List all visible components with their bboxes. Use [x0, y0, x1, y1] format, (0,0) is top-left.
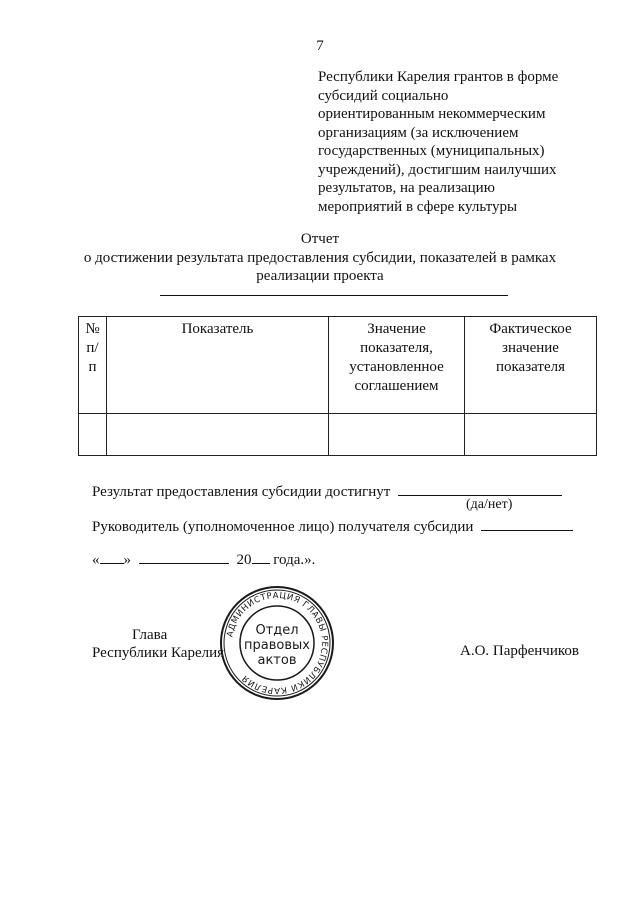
date-line — [92, 549, 315, 569]
header-cell-line: Значение — [367, 321, 426, 337]
header-line: государственных (муниципальных) — [318, 143, 545, 159]
date-open-quote: « — [92, 552, 100, 568]
header-line: Республики Карелия грантов в форме — [318, 69, 559, 85]
header-line: результатов, на реализацию — [318, 180, 495, 196]
header-cell-line: № — [85, 321, 100, 337]
year-blank[interactable] — [252, 549, 270, 564]
header-cell-line: значение — [502, 340, 559, 356]
date-close-quote: » — [123, 552, 131, 568]
header-cell-line: показателя — [495, 359, 566, 375]
report-title-line: реализации проекта — [256, 268, 384, 284]
report-title-line: Отчет — [300, 231, 340, 247]
table-header-row — [79, 317, 597, 414]
signatory-title-line: Глава — [132, 627, 168, 643]
head-label: Руководитель (уполномоченное лицо) получателя субсидии — [92, 519, 474, 535]
date-suffix: года.». — [273, 552, 316, 568]
table-cell[interactable] — [79, 414, 107, 456]
header-line: субсидий социально — [318, 87, 449, 104]
table-row — [79, 414, 597, 456]
stamp-center-line: Отдел — [255, 623, 299, 638]
header-cell-line: показателя, — [360, 340, 433, 356]
head-signature-blank[interactable] — [481, 516, 573, 531]
header-line: мероприятий в сфере культуры — [318, 198, 518, 215]
signatory-title — [92, 626, 224, 662]
stamp-center-line: актов — [257, 653, 297, 668]
signatory-title-line: Республики Карелия — [92, 645, 225, 661]
header-block — [318, 68, 568, 216]
header-line: ориентированным некоммерческим — [318, 106, 546, 122]
stamp-seal — [218, 584, 336, 702]
signatory-name: А.О. Парфенчиков — [460, 643, 579, 659]
header-line: учреждений), достигшим наилучших — [318, 161, 557, 178]
header-cell-line: соглашением — [354, 378, 439, 394]
header-cell-line: установленное — [349, 359, 444, 375]
header-cell-number — [79, 317, 107, 414]
result-blank[interactable] — [398, 481, 562, 496]
stamp-center-line: правовых — [244, 638, 310, 653]
table-cell[interactable] — [107, 414, 329, 456]
table-cell[interactable] — [465, 414, 597, 456]
head-signature-line — [92, 516, 573, 536]
yes-no-hint: (да/нет) — [466, 497, 513, 512]
header-cell-indicator — [107, 317, 329, 414]
report-title-line: о достижении результата предоставления субсидии, показателей в рамках — [83, 249, 557, 266]
day-blank[interactable] — [100, 549, 124, 564]
stamp-ring-textpath: АДМИНИСТРАЦИЯ ГЛАВЫ РЕСПУБЛИКИ КАРЕЛИЯ — [225, 590, 330, 696]
table-cell[interactable] — [329, 414, 465, 456]
header-line: организациям (за исключением — [318, 124, 519, 141]
report-title — [0, 230, 640, 286]
month-blank[interactable] — [139, 549, 229, 564]
project-name-blank — [160, 295, 508, 296]
header-cell-line: п/п — [86, 340, 99, 375]
result-label: Результат предоставления субсидии достигнут — [92, 484, 391, 500]
header-cell-planned-value — [329, 317, 465, 414]
header-cell-line: Показатель — [181, 321, 254, 337]
header-cell-actual-value — [465, 317, 597, 414]
report-table — [78, 316, 597, 456]
page-number: 7 — [316, 38, 324, 54]
year-prefix: 20 — [236, 552, 252, 568]
header-cell-line: Фактическое — [489, 321, 572, 337]
